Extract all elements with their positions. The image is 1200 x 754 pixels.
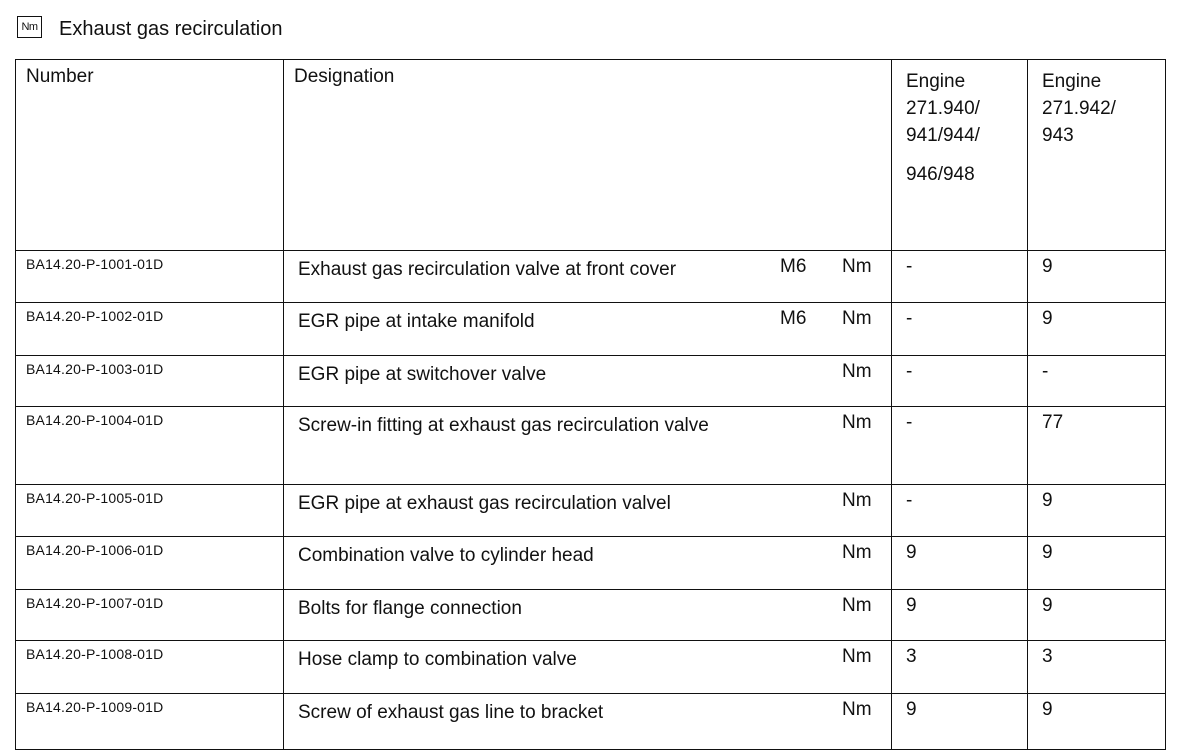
engine-1-code-line-1: 271.940/	[906, 98, 980, 119]
cell-designation	[284, 303, 892, 356]
table-row	[16, 303, 1166, 356]
cell-designation	[284, 485, 892, 537]
designation-text: Combination valve to cylinder head	[298, 545, 594, 566]
cell-designation	[284, 537, 892, 590]
engine-1-label: Engine	[906, 71, 966, 92]
cell-engine-1-value: 9	[892, 590, 1028, 641]
designation-text: EGR pipe at switchover valve	[298, 364, 547, 385]
cell-designation	[284, 251, 892, 303]
cell-number: BA14.20-P-1004-01D	[16, 407, 284, 485]
torque-unit: Nm	[842, 490, 872, 511]
table-row	[16, 694, 1166, 750]
engine-2-code-line-1: 271.942/	[1042, 98, 1116, 119]
column-header-engine-1	[892, 60, 1028, 251]
torque-unit: Nm	[842, 542, 872, 563]
table-row	[16, 485, 1166, 537]
cell-engine-2-value: -	[1028, 356, 1166, 407]
cell-number: BA14.20-P-1002-01D	[16, 303, 284, 356]
cell-number: BA14.20-P-1007-01D	[16, 590, 284, 641]
torque-spec-table	[15, 59, 1166, 750]
cell-engine-1-value: 9	[892, 694, 1028, 750]
torque-unit: Nm	[842, 595, 872, 616]
cell-engine-1-value: -	[892, 303, 1028, 356]
designation-text: Screw of exhaust gas line to bracket	[298, 702, 604, 723]
cell-engine-1-value: -	[892, 407, 1028, 485]
cell-number: BA14.20-P-1001-01D	[16, 251, 284, 303]
table-row	[16, 537, 1166, 590]
cell-designation	[284, 641, 892, 694]
engine-1-code-line-3: 946/948	[906, 164, 975, 185]
cell-engine-1-value: 9	[892, 537, 1028, 590]
cell-number: BA14.20-P-1006-01D	[16, 537, 284, 590]
cell-engine-2-value: 9	[1028, 590, 1166, 641]
cell-engine-2-value: 77	[1028, 407, 1166, 485]
column-header-engine-2	[1028, 60, 1166, 251]
designation-text: EGR pipe at exhaust gas recirculation valvel	[298, 493, 671, 514]
cell-designation	[284, 694, 892, 750]
thread-size: M6	[780, 256, 807, 277]
cell-engine-2-value: 9	[1028, 303, 1166, 356]
engine-2-label: Engine	[1042, 71, 1102, 92]
cell-engine-2-value: 3	[1028, 641, 1166, 694]
cell-engine-1-value: -	[892, 251, 1028, 303]
designation-text: Hose clamp to combination valve	[298, 649, 577, 670]
cell-engine-1-value: 3	[892, 641, 1028, 694]
torque-nm-icon: Nm	[17, 16, 42, 38]
document-header	[17, 12, 282, 42]
engine-2-code-line-2: 943	[1042, 125, 1074, 146]
page-title: Exhaust gas recirculation	[59, 17, 283, 40]
torque-unit: Nm	[842, 646, 872, 667]
torque-unit: Nm	[842, 699, 872, 720]
table-body	[16, 251, 1166, 750]
cell-number: BA14.20-P-1003-01D	[16, 356, 284, 407]
torque-unit: Nm	[842, 361, 872, 382]
cell-engine-2-value: 9	[1028, 537, 1166, 590]
cell-engine-2-value: 9	[1028, 251, 1166, 303]
table-row	[16, 407, 1166, 485]
cell-engine-2-value: 9	[1028, 694, 1166, 750]
designation-text: Screw-in fitting at exhaust gas recirculation valve	[298, 415, 709, 436]
thread-size: M6	[780, 308, 807, 329]
cell-number: BA14.20-P-1009-01D	[16, 694, 284, 750]
cell-designation	[284, 356, 892, 407]
cell-engine-1-value: -	[892, 356, 1028, 407]
cell-engine-2-value: 9	[1028, 485, 1166, 537]
designation-text: EGR pipe at intake manifold	[298, 311, 535, 332]
column-header-number: Number	[16, 60, 284, 251]
table-row	[16, 641, 1166, 694]
torque-unit: Nm	[842, 256, 872, 277]
column-header-designation: Designation	[284, 60, 892, 251]
torque-unit: Nm	[842, 412, 872, 433]
table-row	[16, 356, 1166, 407]
cell-number: BA14.20-P-1005-01D	[16, 485, 284, 537]
designation-text: Exhaust gas recirculation valve at front cover	[298, 259, 677, 280]
cell-engine-1-value: -	[892, 485, 1028, 537]
table-row	[16, 251, 1166, 303]
table-row	[16, 590, 1166, 641]
torque-unit: Nm	[842, 308, 872, 329]
designation-text: Bolts for flange connection	[298, 598, 522, 619]
cell-designation	[284, 590, 892, 641]
cell-number: BA14.20-P-1008-01D	[16, 641, 284, 694]
table-header-row	[16, 60, 1166, 251]
engine-1-code-line-2: 941/944/	[906, 125, 980, 146]
cell-designation	[284, 407, 892, 485]
